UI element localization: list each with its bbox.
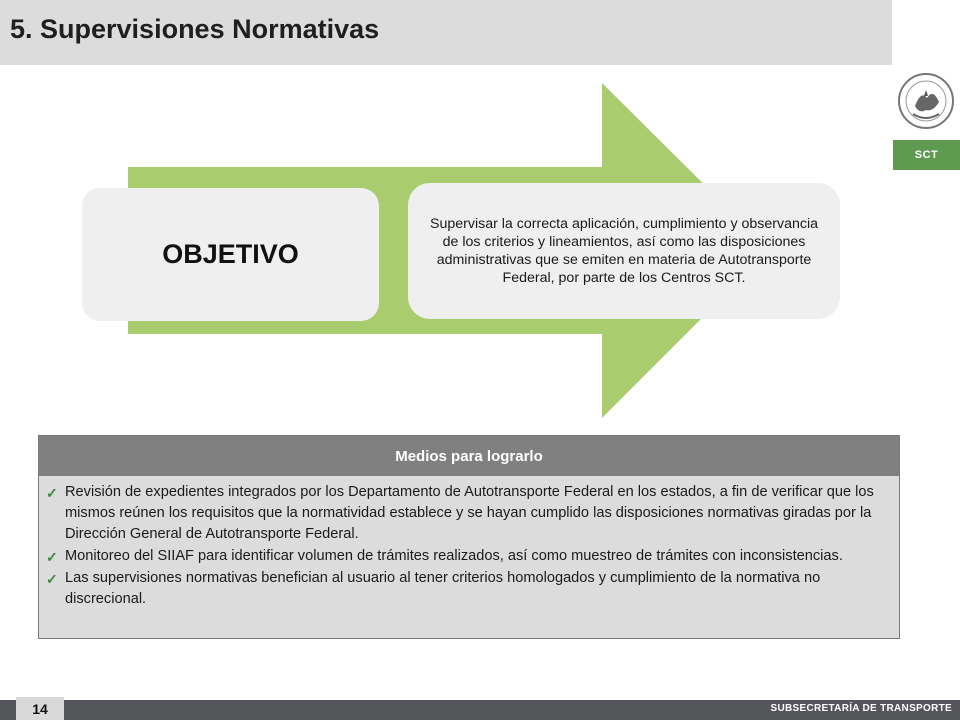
means-header	[39, 436, 899, 476]
objective-label: OBJETIVO	[162, 239, 299, 269]
list-item	[46, 482, 889, 545]
checkmark-icon: ✓	[46, 549, 58, 565]
list-item	[46, 546, 889, 567]
means-title: Medios para lograrlo	[395, 447, 543, 465]
list-item-text: Revisión de expedientes integrados por los Departamento de Autotransporte Federal en los estados, a fin de verificar que los mismos reúnen los requisitos que la normatividad establece y se hayan cumplido las disposiciones normativas giradas por la Dirección General de Autotransporte Federal.	[65, 484, 874, 542]
list-item	[46, 568, 889, 610]
footer-text: SUBSECRETARÍA DE TRANSPORTE	[770, 703, 952, 714]
objective-description: Supervisar la correcta aplicación, cumplimiento y observancia de los criterios y lineamientos, así como las disposiciones administrativas que se emiten en materia de Autotransporte Federal, por parte de los Centros SCT.	[430, 216, 818, 286]
page-number: 14	[16, 697, 64, 720]
means-list	[39, 476, 899, 610]
objective-label-box	[82, 188, 379, 321]
list-item-text: Las supervisiones normativas benefician al usuario al tener criterios homologados y cumplimiento de la normativa no discrecional.	[65, 570, 821, 607]
sct-tag-label: SCT	[914, 149, 939, 161]
means-panel	[38, 435, 900, 639]
list-item-text: Monitoreo del SIIAF para identificar volumen de trámites realizados, así como muestreo de trámites con inconsistencias.	[65, 548, 843, 564]
objective-description-box	[408, 183, 840, 319]
checkmark-icon: ✓	[46, 485, 58, 501]
checkmark-icon: ✓	[46, 571, 58, 587]
page-title: 5. Supervisiones Normativas	[10, 14, 380, 44]
